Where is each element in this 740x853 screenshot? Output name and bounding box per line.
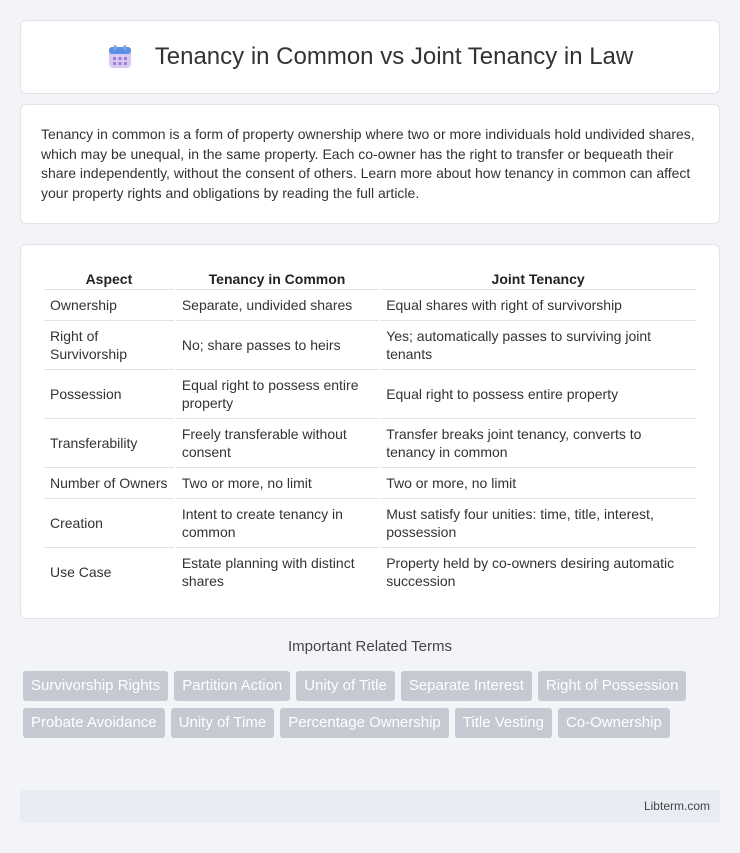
- footer: [20, 790, 720, 823]
- table-row: [44, 320, 696, 369]
- header-tenancy-in-common: Tenancy in Common: [208, 271, 346, 287]
- related-terms-title: Important Related Terms: [288, 638, 452, 655]
- table-cell: Yes; automatically passes to surviving joint tenants: [380, 320, 696, 369]
- calendar-icon: [107, 44, 133, 70]
- table-cell: Possession: [44, 369, 174, 418]
- intro-text: Tenancy in common is a form of property ownership where two or more individuals hold undivided shares, which may be unequal, in the same property. Each co-owner has the right to transfer or bequeath their share independently, without the consent of others. Learn more about how tenancy in common can affect your property rights and obligations by reading the full article.: [41, 126, 695, 201]
- header-card: [20, 20, 720, 94]
- table-cell: Ownership: [44, 289, 174, 320]
- table-cell: Two or more, no limit: [176, 467, 378, 498]
- table-cell: Creation: [44, 498, 174, 547]
- comparison-table: [42, 265, 698, 596]
- table-cell: Transferability: [44, 418, 174, 467]
- related-terms-list: [23, 671, 723, 745]
- table-row: [44, 467, 696, 498]
- table-cell: Equal right to possess entire property: [176, 369, 378, 418]
- header-joint-tenancy: Joint Tenancy: [491, 271, 585, 287]
- table-row: [44, 289, 696, 320]
- intro-card: [20, 104, 720, 224]
- table-cell: Equal shares with right of survivorship: [380, 289, 696, 320]
- page-title: Tenancy in Common vs Joint Tenancy in Law: [154, 43, 634, 70]
- tag-unity-of-time[interactable]: Unity of Time: [171, 708, 275, 738]
- tag-right-of-possession[interactable]: Right of Possession: [538, 671, 687, 701]
- table-cell: Two or more, no limit: [380, 467, 696, 498]
- table-cell: Number of Owners: [44, 467, 174, 498]
- table-row: [44, 418, 696, 467]
- table-cell: No; share passes to heirs: [176, 320, 378, 369]
- comparison-card: [20, 244, 720, 619]
- header-aspect: Aspect: [85, 271, 133, 287]
- table-row: [44, 547, 696, 596]
- footer-brand-link[interactable]: Libterm.com: [643, 799, 710, 813]
- table-cell: Separate, undivided shares: [176, 289, 378, 320]
- tag-unity-of-title[interactable]: Unity of Title: [296, 671, 395, 701]
- table-cell: Use Case: [44, 547, 174, 596]
- table-cell: Right of Survivorship: [44, 320, 174, 369]
- tag-percentage-ownership[interactable]: Percentage Ownership: [280, 708, 449, 738]
- table-header-row: [44, 265, 696, 289]
- table-row: [44, 369, 696, 418]
- tag-co-ownership[interactable]: Co-Ownership: [558, 708, 670, 738]
- table-cell: Estate planning with distinct shares: [176, 547, 378, 596]
- table-cell: Freely transferable without consent: [176, 418, 378, 467]
- tag-probate-avoidance[interactable]: Probate Avoidance: [23, 708, 165, 738]
- table-cell: Property held by co-owners desiring automatic succession: [380, 547, 696, 596]
- table-row: [44, 498, 696, 547]
- tag-separate-interest[interactable]: Separate Interest: [401, 671, 532, 701]
- tag-title-vesting[interactable]: Title Vesting: [455, 708, 552, 738]
- tag-survivorship-rights[interactable]: Survivorship Rights: [23, 671, 168, 701]
- table-cell: Transfer breaks joint tenancy, converts to tenancy in common: [380, 418, 696, 467]
- table-cell: Intent to create tenancy in common: [176, 498, 378, 547]
- table-cell: Must satisfy four unities: time, title, interest, possession: [380, 498, 696, 547]
- tag-partition-action[interactable]: Partition Action: [174, 671, 290, 701]
- table-cell: Equal right to possess entire property: [380, 369, 696, 418]
